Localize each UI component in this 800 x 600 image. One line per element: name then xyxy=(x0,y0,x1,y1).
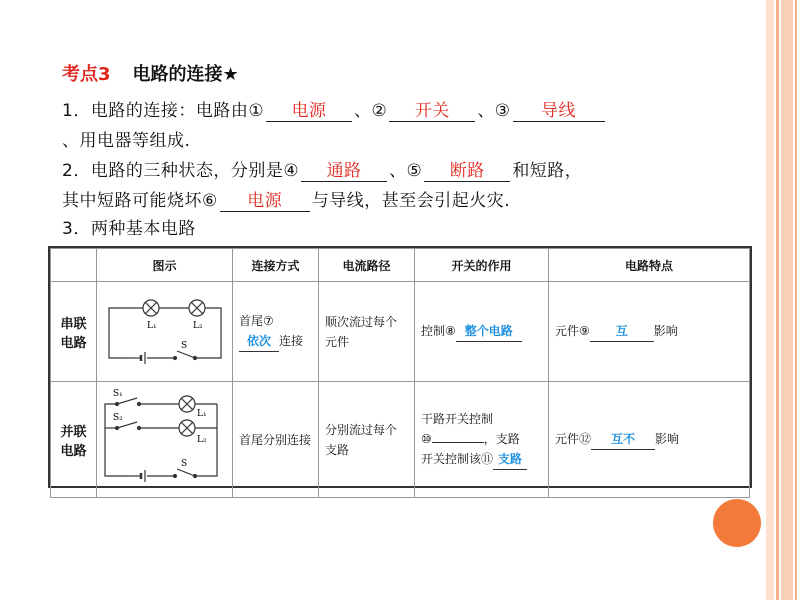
table-row-parallel xyxy=(51,382,750,498)
label-s: S xyxy=(181,459,188,469)
blank-4: 通路 xyxy=(301,156,387,182)
label-l1: L₁ xyxy=(197,409,207,419)
fill-10 xyxy=(432,442,484,443)
fill-12: 互不 xyxy=(591,429,655,450)
blank-3: 导线 xyxy=(513,96,605,122)
fill-7: 依次 xyxy=(239,331,279,352)
text: 影响 xyxy=(653,324,678,338)
series-circuit-diagram xyxy=(97,282,233,382)
line-2: 、用电器等组成. xyxy=(62,131,191,151)
text: ，支路 xyxy=(483,432,520,446)
header-cell: 连接方式 xyxy=(233,249,319,282)
text: 、⑤ xyxy=(389,161,423,181)
header-cell: 图示 xyxy=(97,249,233,282)
series-current-path: 顺次流过每个元件 xyxy=(319,282,415,382)
text: 2．电路的三种状态，分别是④ xyxy=(62,161,300,181)
heading-title: 电路的连接★ xyxy=(132,64,239,85)
heading-label: 考点3 xyxy=(62,64,111,85)
text: 控制⑧ xyxy=(421,324,456,338)
header-cell: 电流路径 xyxy=(319,249,415,282)
text: 、② xyxy=(354,101,388,121)
label-s2: S₂ xyxy=(113,413,123,423)
text: 干路开关控制 xyxy=(421,412,494,426)
circuit-table xyxy=(48,246,752,488)
parallel-circuit-diagram xyxy=(97,382,233,498)
blank-2: 开关 xyxy=(389,96,475,122)
decor-circle xyxy=(713,499,761,547)
table-header-row xyxy=(51,249,750,282)
text: 元件⑫ xyxy=(555,432,592,446)
header-cell: 电路特点 xyxy=(549,249,750,282)
decor-stripe-4 xyxy=(795,0,797,600)
line-3 xyxy=(62,156,582,182)
blank-5: 断路 xyxy=(424,156,510,182)
parallel-connection: 首尾分别连接 xyxy=(233,382,319,498)
fill-11: 支路 xyxy=(493,449,527,470)
header-cell xyxy=(51,249,97,282)
parallel-switch-role xyxy=(415,382,549,498)
text: 、③ xyxy=(477,101,511,121)
blank-1: 电源 xyxy=(266,96,352,122)
series-switch-role xyxy=(415,282,549,382)
table-row-series xyxy=(51,282,750,382)
text: 开关控制该⑪ xyxy=(421,452,494,466)
series-connection xyxy=(233,282,319,382)
line-4 xyxy=(62,186,510,212)
label-s: S xyxy=(181,341,188,351)
row-header-parallel: 并联 电路 xyxy=(51,382,97,498)
line-5: 3．两种基本电路 xyxy=(62,219,196,239)
text: 首尾⑦ xyxy=(239,314,274,328)
decor-stripe-1 xyxy=(766,0,774,600)
blank-6: 电源 xyxy=(220,186,310,212)
text: 其中短路可能烧坏⑥ xyxy=(62,191,218,211)
row-header-series: 串联 电路 xyxy=(51,282,97,382)
fill-8: 整个电路 xyxy=(456,321,522,342)
label-l1: L₁ xyxy=(147,321,157,331)
text: 连接 xyxy=(279,334,304,348)
label-l2: L₂ xyxy=(193,321,203,331)
text: ⑩ xyxy=(421,432,432,446)
parallel-feature xyxy=(549,382,750,498)
line-1 xyxy=(62,96,607,122)
label-l2: L₂ xyxy=(197,435,207,445)
text: 与导线，甚至会引起火灾. xyxy=(311,191,511,211)
decor-stripe-3 xyxy=(781,0,793,600)
parallel-current-path: 分别流过每个支路 xyxy=(319,382,415,498)
text: 元件⑨ xyxy=(555,324,590,338)
parallel-circuit-svg xyxy=(97,382,231,494)
text: 和短路， xyxy=(512,161,583,181)
series-circuit-svg xyxy=(97,282,231,378)
label-s1: S₁ xyxy=(113,389,123,399)
section-heading xyxy=(62,60,239,86)
text: 1．电路的连接：电路由① xyxy=(62,101,265,121)
text: 影响 xyxy=(655,432,680,446)
fill-9: 互 xyxy=(590,321,654,342)
series-feature xyxy=(549,282,750,382)
header-cell: 开关的作用 xyxy=(415,249,549,282)
decor-stripe-2 xyxy=(776,0,779,600)
